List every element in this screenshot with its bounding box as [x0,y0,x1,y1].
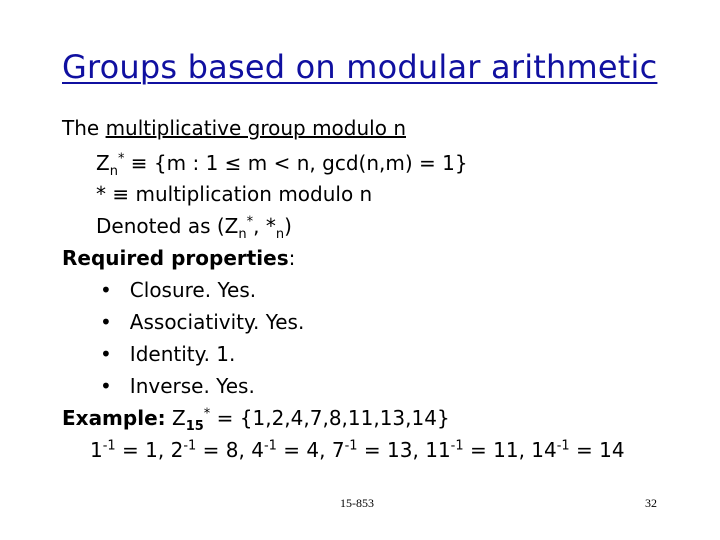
zn-set-text: ≡ {m : 1 ≤ m < n, gcd(n,m) = 1} [124,151,468,175]
example-z: Z [165,406,186,430]
required-properties-heading [62,246,295,270]
required-label: Required properties [62,246,289,270]
inverse-result: = 1, [115,438,171,462]
denoted-prefix: Denoted as (Z [96,214,239,238]
denoted-line [96,214,292,242]
inverse-exponent: -1 [556,438,570,454]
inverse-exponent: -1 [102,438,116,454]
denoted-sup-1: * [246,214,254,230]
list-item [100,278,256,302]
zn-subscript: n [109,164,118,179]
property-text: Inverse. Yes. [129,374,255,398]
denoted-sub-2: n [275,227,285,242]
bullet: • [100,342,112,366]
footer-page-number: 32 [645,496,657,510]
bullet: • [100,310,112,334]
zn-definition [96,151,468,179]
example-z-subscript: 15 [185,419,204,434]
inverse-exponent: -1 [263,438,277,454]
example-label: Example: [62,406,166,430]
inverse-result: = 13, [357,438,426,462]
property-text: Associativity. Yes. [129,310,305,334]
required-colon: : [288,246,296,270]
denoted-sub-1: n [238,227,247,242]
denoted-suffix: ) [284,214,292,238]
example-line [62,406,450,434]
zn-superscript: * [117,151,125,167]
inverse-result: = 4, [276,438,332,462]
property-text: Closure. Yes. [129,278,257,302]
property-text: Identity. 1. [129,342,236,366]
intro-term: multiplicative group modulo n [105,116,406,140]
intro-line [62,116,406,140]
bullet: • [100,278,112,302]
inverse-base: 2 [170,438,184,462]
slide-title: Groups based on modular arithmetic [62,48,658,86]
inverse-result: = 14 [569,438,625,462]
inverses-line [90,438,625,462]
inverse-result: = 11, [463,438,532,462]
inverse-exponent: -1 [183,438,197,454]
inverse-base: 11 [425,438,451,462]
intro-prefix: The [62,116,106,140]
inverse-exponent: -1 [450,438,464,454]
zn-symbol: Z [96,151,110,175]
inverse-base: 14 [531,438,557,462]
inverse-result: = 8, [196,438,252,462]
list-item [100,310,304,334]
inverse-base: 1 [90,438,103,462]
bullet: • [100,374,112,398]
list-item [100,374,255,398]
example-z-superscript: * [203,406,211,422]
list-item [100,342,235,366]
example-set: = {1,2,4,7,8,11,13,14} [210,406,450,430]
inverse-base: 4 [251,438,264,462]
denoted-mid: , * [253,214,276,238]
inverse-base: 7 [331,438,345,462]
operation-definition: * ≡ multiplication modulo n [96,182,373,206]
inverse-exponent: -1 [344,438,358,454]
footer-course-number: 15-853 [340,496,374,510]
